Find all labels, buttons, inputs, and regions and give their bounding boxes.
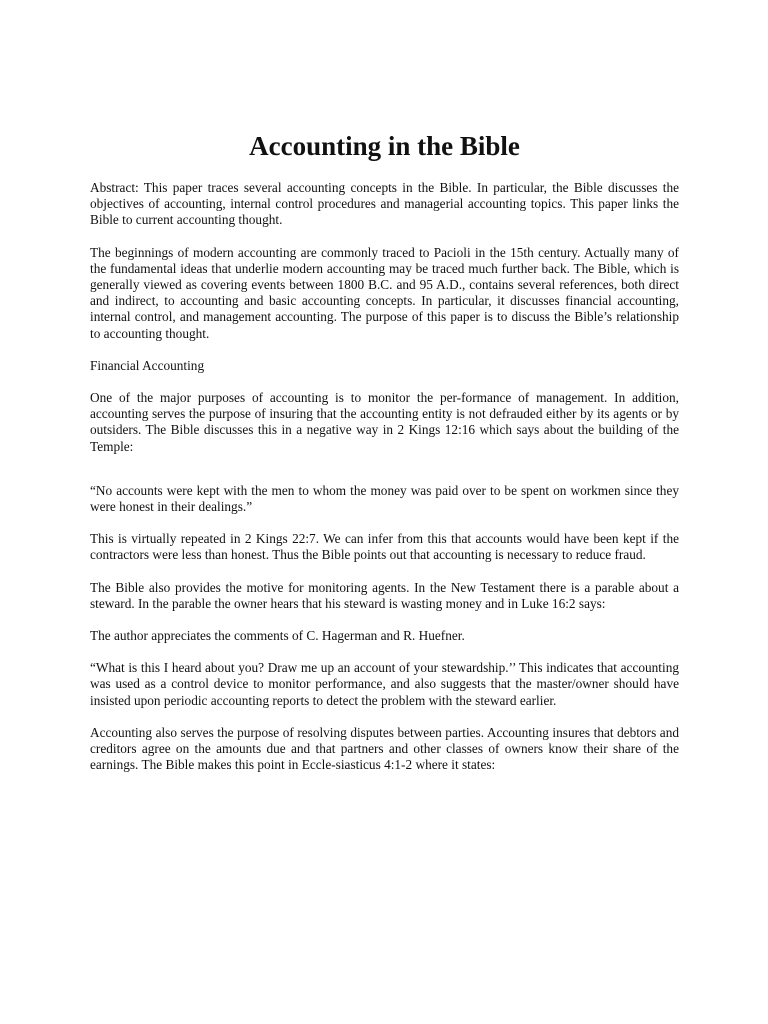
document-title: Accounting in the Bible <box>249 131 520 161</box>
abstract-paragraph: Abstract: This paper traces several accounting concepts in the Bible. In particular, the Bible discusses the objectives of accounting, internal control procedures and managerial accounting topics. This paper links the Bible to current accounting thought. <box>90 180 679 228</box>
purpose-paragraph: One of the major purposes of accounting is to monitor the per-formance of management. In addition, accounting serves the purpose of insuring that the accounting entity is not defrauded either by its agents or by outsiders. The Bible discusses this in a negative way in 2 Kings 12:16 which says about the building of the Temple: <box>90 390 679 454</box>
quote-2-kings-12-16: “No accounts were kept with the men to whom the money was paid over to be spent on workmen since they were honest in their dealings.” <box>90 482 679 515</box>
luke-quote-paragraph: “What is this I heard about you? Draw me up an account of your stewardship.’’ This indicates that accounting was used as a control device to monitor performance, and also suggests that the master/owner should have insisted upon periodic accounting reports to detect the problem with the steward earlier. <box>90 660 679 708</box>
steward-paragraph: The Bible also provides the motive for monitoring agents. In the New Testament there is a parable about a steward. In the parable the owner hears that his steward is wasting money and in Luke 16:2 says: <box>90 579 679 611</box>
fraud-paragraph: This is virtually repeated in 2 Kings 22:7. We can infer from this that accounts would have been kept if the contractors were less than honest. Thus the Bible points out that accounting is necessary to reduce fraud. <box>90 531 679 563</box>
document-body <box>90 128 679 789</box>
intro-paragraph: The beginnings of modern accounting are commonly traced to Pacioli in the 15th century. Actually many of the fundamental ideas that underlie modern accounting may be traced much further back. The Bible, which is generally viewed as covering events between 1800 B.C. and 95 A.D., contains several references, both direct and indirect, to accounting and basic accounting concepts. In particular, it discusses financial accounting, internal control, and management accounting. The purpose of this paper is to discuss the Bible’s relationship to accounting thought. <box>90 244 679 341</box>
disputes-paragraph: Accounting also serves the purpose of resolving disputes between parties. Accounting insures that debtors and creditors agree on the amounts due and that partners and other classes of owners know their share of the earnings. The Bible makes this point in Eccle-siasticus 4:1-2 where it states: <box>90 724 679 773</box>
section-heading-financial-accounting: Financial Accounting <box>90 357 205 373</box>
acknowledgement-paragraph: The author appreciates the comments of C. Hagerman and R. Huefner. <box>90 628 465 644</box>
